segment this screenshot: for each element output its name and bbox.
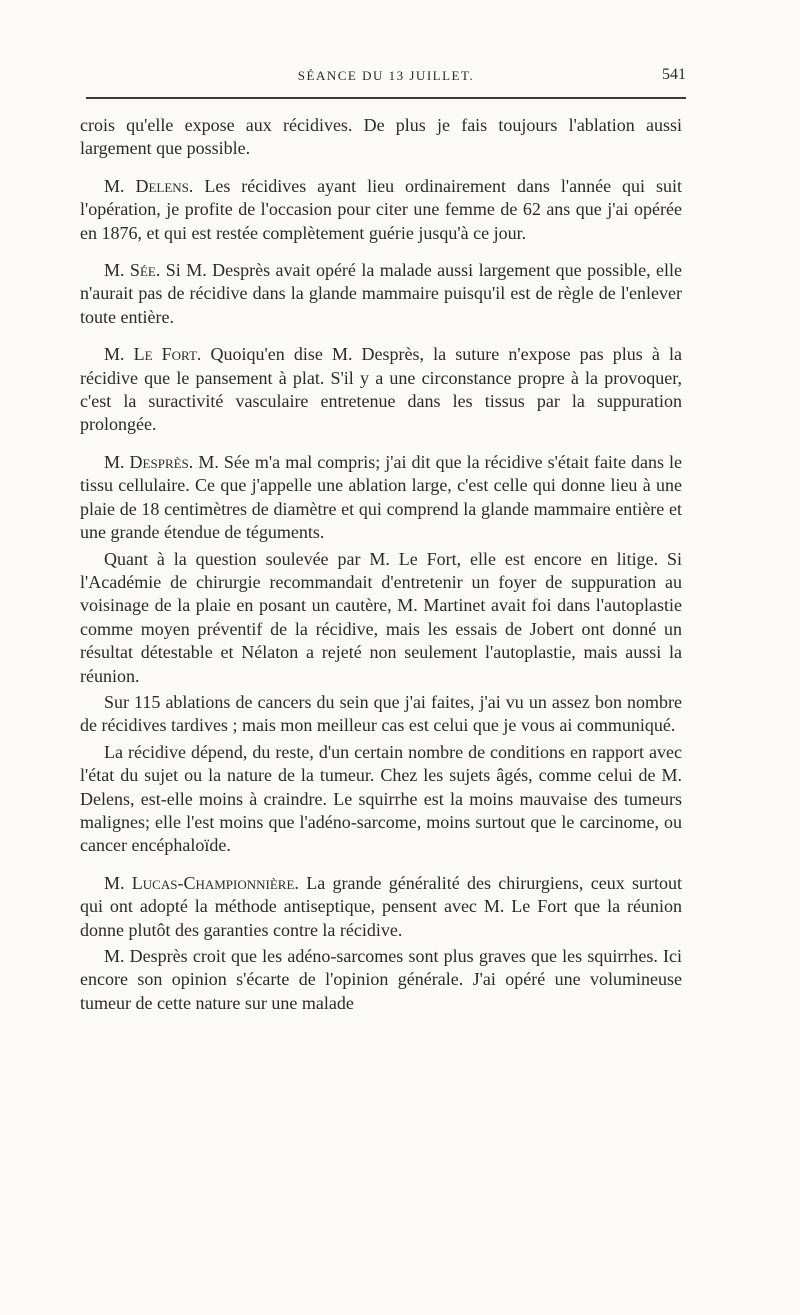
paragraph-text: Les récidives ayant lieu ordinairement dans l'année qui suit l'opération, je profite de l'occasion pour citer une femme de 62 ans que j'ai opérée en 1876, et qui est restée complètement guérie jusqu'à ce jour. (80, 175, 682, 243)
paragraph (80, 548, 682, 688)
speaker-name: M. Sée. (104, 260, 161, 281)
paragraph-text: Quant à la question soulevée par M. Le Fort, elle est encore en litige. Si l'Académie de chirurgie recommandait d'entretenir un foyer de suppuration au voisinage de la plaie en posant un cautère, M. Martinet avait foi dans l'autoplastie comme moyen préventif de la récidive, mais les essais de Jobert ont donné un résultat détestable et Nélaton a rejeté non seulement l'autoplastie, mais aussi la réunion. (80, 548, 682, 686)
page-header (86, 62, 686, 86)
body-text (80, 114, 682, 1015)
speaker-name: M. Lucas-Championnière. (104, 872, 299, 893)
paragraph (80, 451, 682, 545)
speaker-name: M. Le Fort. (104, 344, 202, 365)
paragraph-text: M. Desprès croit que les adéno-sarcomes sont plus graves que les squirrhes. Ici encore son opinion s'écarte de l'opinion générale. J'ai opéré une volumineuse tumeur de cette nature sur une malade (80, 946, 682, 1013)
paragraph-text: Sur 115 ablations de cancers du sein que j'ai faites, j'ai vu un assez bon nombre de récidives tardives ; mais mon meilleur cas est celui que je vous ai communiqué. (80, 691, 682, 736)
page-number: 541 (662, 66, 686, 83)
paragraph-text: M. Sée m'a mal compris; j'ai dit que la récidive s'était faite dans le tissu cellulaire. Ce que j'appelle une ablation large, c'est celle qui donne lieu à une plaie de 18 centimètres de diamètre et qui comprend la glande mammaire entière et une grande étendue de téguments. (80, 451, 683, 543)
paragraph-text: La grande généralité des chirurgiens, ceux surtout qui ont adopté la méthode antiseptique, pensent avec M. Le Fort que la réunion donne plutôt des garanties contre la récidive. (80, 872, 682, 940)
paragraph-text: Quoiqu'en dise M. Desprès, la suture n'expose pas plus à la récidive que le pansement à plat. S'il y a une circonstance propre à la provoquer, c'est la suractivité vasculaire entretenue dans les tissus par la suppuration prolongée. (80, 344, 682, 435)
speaker-name: M. Desprès. (104, 451, 194, 472)
running-head: SÉANCE DU 13 JUILLET. (297, 68, 475, 83)
paragraph (80, 945, 682, 1015)
paragraph-text: Si M. Desprès avait opéré la malade aussi largement que possible, elle n'aurait pas de récidive dans la glande mammaire puisqu'il est de règle de l'enlever toute entière. (80, 260, 682, 327)
paragraph (80, 343, 682, 437)
speaker-name: M. Delens. (104, 175, 194, 196)
paragraph (80, 872, 682, 942)
paragraph-text: crois qu'elle expose aux récidives. De plus je fais toujours l'ablation aussi largement que possible. (80, 115, 682, 159)
paragraph (80, 114, 682, 161)
paragraph (80, 691, 682, 738)
paragraph (80, 175, 682, 245)
paragraph-text: La récidive dépend, du reste, d'un certain nombre de conditions en rapport avec l'état du sujet ou la nature de la tumeur. Chez les sujets âgés, comme celui de M. Delens, est-elle moins à craindre. Le squirrhe est la moins mauvaise des tumeurs malignes; elle l'est moins que l'adéno-sarcome, moins surtout que le carcinome, ou cancer encéphaloïde. (80, 741, 682, 856)
paragraph (80, 741, 682, 858)
paragraph (80, 259, 682, 329)
header-rule (86, 97, 686, 99)
